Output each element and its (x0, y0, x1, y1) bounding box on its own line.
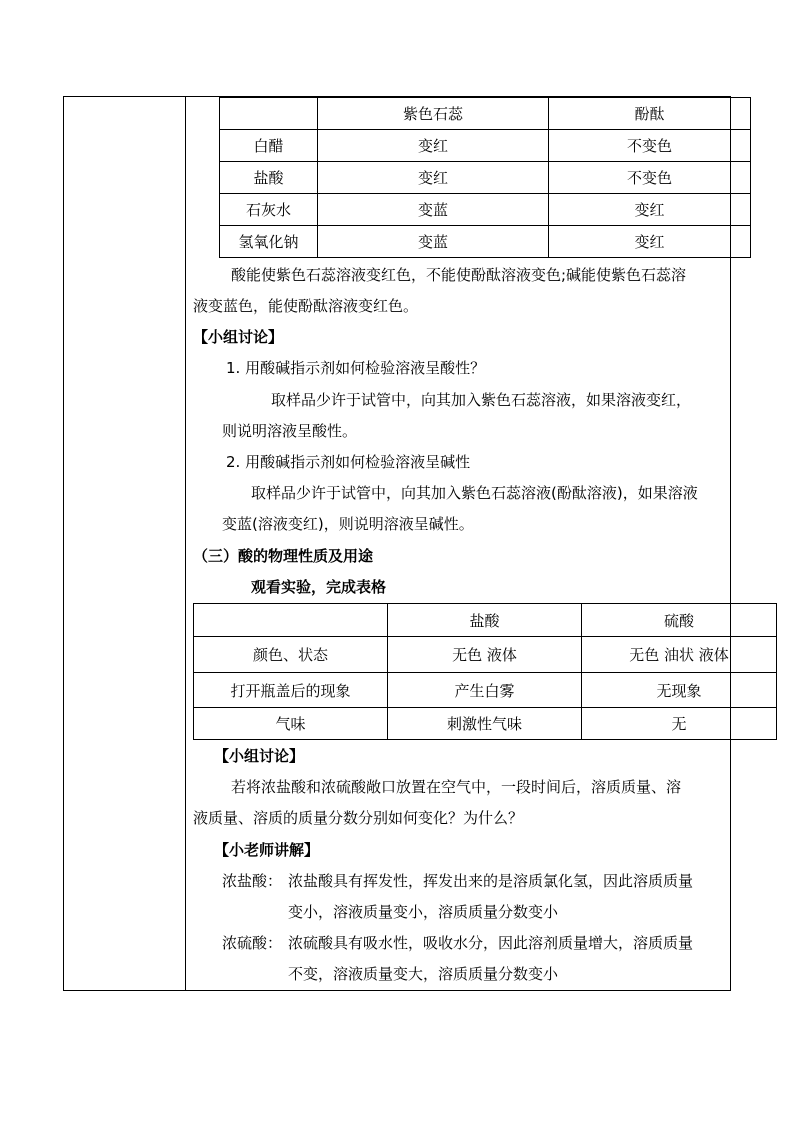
header-cell: 紫色石蕊 (318, 98, 549, 130)
table-row (194, 637, 777, 673)
table-cell: 无 (582, 708, 777, 740)
indicator-table (219, 97, 751, 258)
header-cell: 硫酸 (582, 604, 777, 637)
acid-properties-table (193, 603, 777, 740)
table-row (194, 673, 777, 708)
answer-basic-line-2: 变蓝(溶液变红)，则说明溶液呈碱性。 (222, 515, 474, 533)
acid-table-header (194, 604, 777, 637)
conclusion-line-1: 酸能使紫色石蕊溶液变红色，不能使酚酞溶液变色;碱能使紫色石蕊溶 (231, 266, 687, 284)
table-row (194, 708, 777, 740)
left-column-divider (185, 96, 186, 991)
answer-basic-line-1: 取样品少许于试管中，向其加入紫色石蕊溶液(酚酞溶液)，如果溶液 (251, 484, 698, 502)
table-cell: 气味 (194, 708, 388, 740)
question-acidic: 1. 用酸碱指示剂如何检验溶液呈酸性？ (226, 359, 486, 377)
table-cell: 变蓝 (318, 226, 549, 258)
table-row (220, 226, 751, 258)
group-discussion-heading: 【小组讨论】 (214, 747, 305, 765)
table-row (220, 194, 751, 226)
h2so4-explanation-line-2: 不变，溶液质量变大，溶质质量分数变小 (288, 965, 559, 983)
header-cell (220, 98, 318, 130)
table-cell: 氢氧化钠 (220, 226, 318, 258)
table-cell: 无现象 (582, 673, 777, 708)
answer-acidic-line-2: 则说明溶液呈酸性。 (222, 422, 358, 440)
table-cell: 白醋 (220, 130, 318, 162)
table-cell: 变红 (549, 226, 751, 258)
discussion-question-line-1: 若将浓盐酸和浓硫酸敞口放置在空气中，一段时间后，溶质质量、溶 (231, 778, 682, 796)
table-row (220, 162, 751, 194)
section-heading: （三）酸的物理性质及用途 (193, 547, 374, 565)
conclusion-line-2: 液变蓝色，能使酚酞溶液变红色。 (193, 297, 419, 315)
table-cell: 变红 (318, 130, 549, 162)
h2so4-explanation-line-1: 浓硫酸具有吸水性，吸收水分，因此溶剂质量增大，溶质质量 (288, 934, 694, 952)
table-cell: 颜色、状态 (194, 637, 388, 673)
table-cell: 无色 油状 液体 (582, 637, 777, 673)
table-cell: 不变色 (549, 130, 751, 162)
table-cell: 打开瓶盖后的现象 (194, 673, 388, 708)
header-cell: 盐酸 (388, 604, 582, 637)
discussion-question-line-2: 液质量、溶质的质量分数分别如何变化？为什么？ (193, 809, 524, 827)
table-row (220, 130, 751, 162)
header-cell: 酚酞 (549, 98, 751, 130)
group-discussion-heading: 【小组讨论】 (193, 328, 284, 346)
table-cell: 变红 (549, 194, 751, 226)
indicator-table-header (220, 98, 751, 130)
h2so4-label: 浓硫酸： (222, 934, 283, 952)
table-cell: 变蓝 (318, 194, 549, 226)
hcl-explanation-line-1: 浓盐酸具有挥发性，挥发出来的是溶质氯化氢，因此溶质质量 (288, 872, 694, 890)
hcl-label: 浓盐酸： (222, 872, 283, 890)
header-cell (194, 604, 388, 637)
section-subheading: 观看实验，完成表格 (251, 578, 387, 596)
table-cell: 石灰水 (220, 194, 318, 226)
table-cell: 产生白雾 (388, 673, 582, 708)
table-cell: 不变色 (549, 162, 751, 194)
table-cell: 盐酸 (220, 162, 318, 194)
table-cell: 变红 (318, 162, 549, 194)
table-cell: 无色 液体 (388, 637, 582, 673)
teacher-explanation-heading: 【小老师讲解】 (214, 841, 320, 859)
hcl-explanation-line-2: 变小，溶液质量变小，溶质质量分数变小 (288, 903, 559, 921)
answer-acidic-line-1: 取样品少许于试管中，向其加入紫色石蕊溶液，如果溶液变红， (271, 391, 692, 409)
question-basic: 2. 用酸碱指示剂如何检验溶液呈碱性 (226, 453, 471, 471)
table-cell: 刺激性气味 (388, 708, 582, 740)
